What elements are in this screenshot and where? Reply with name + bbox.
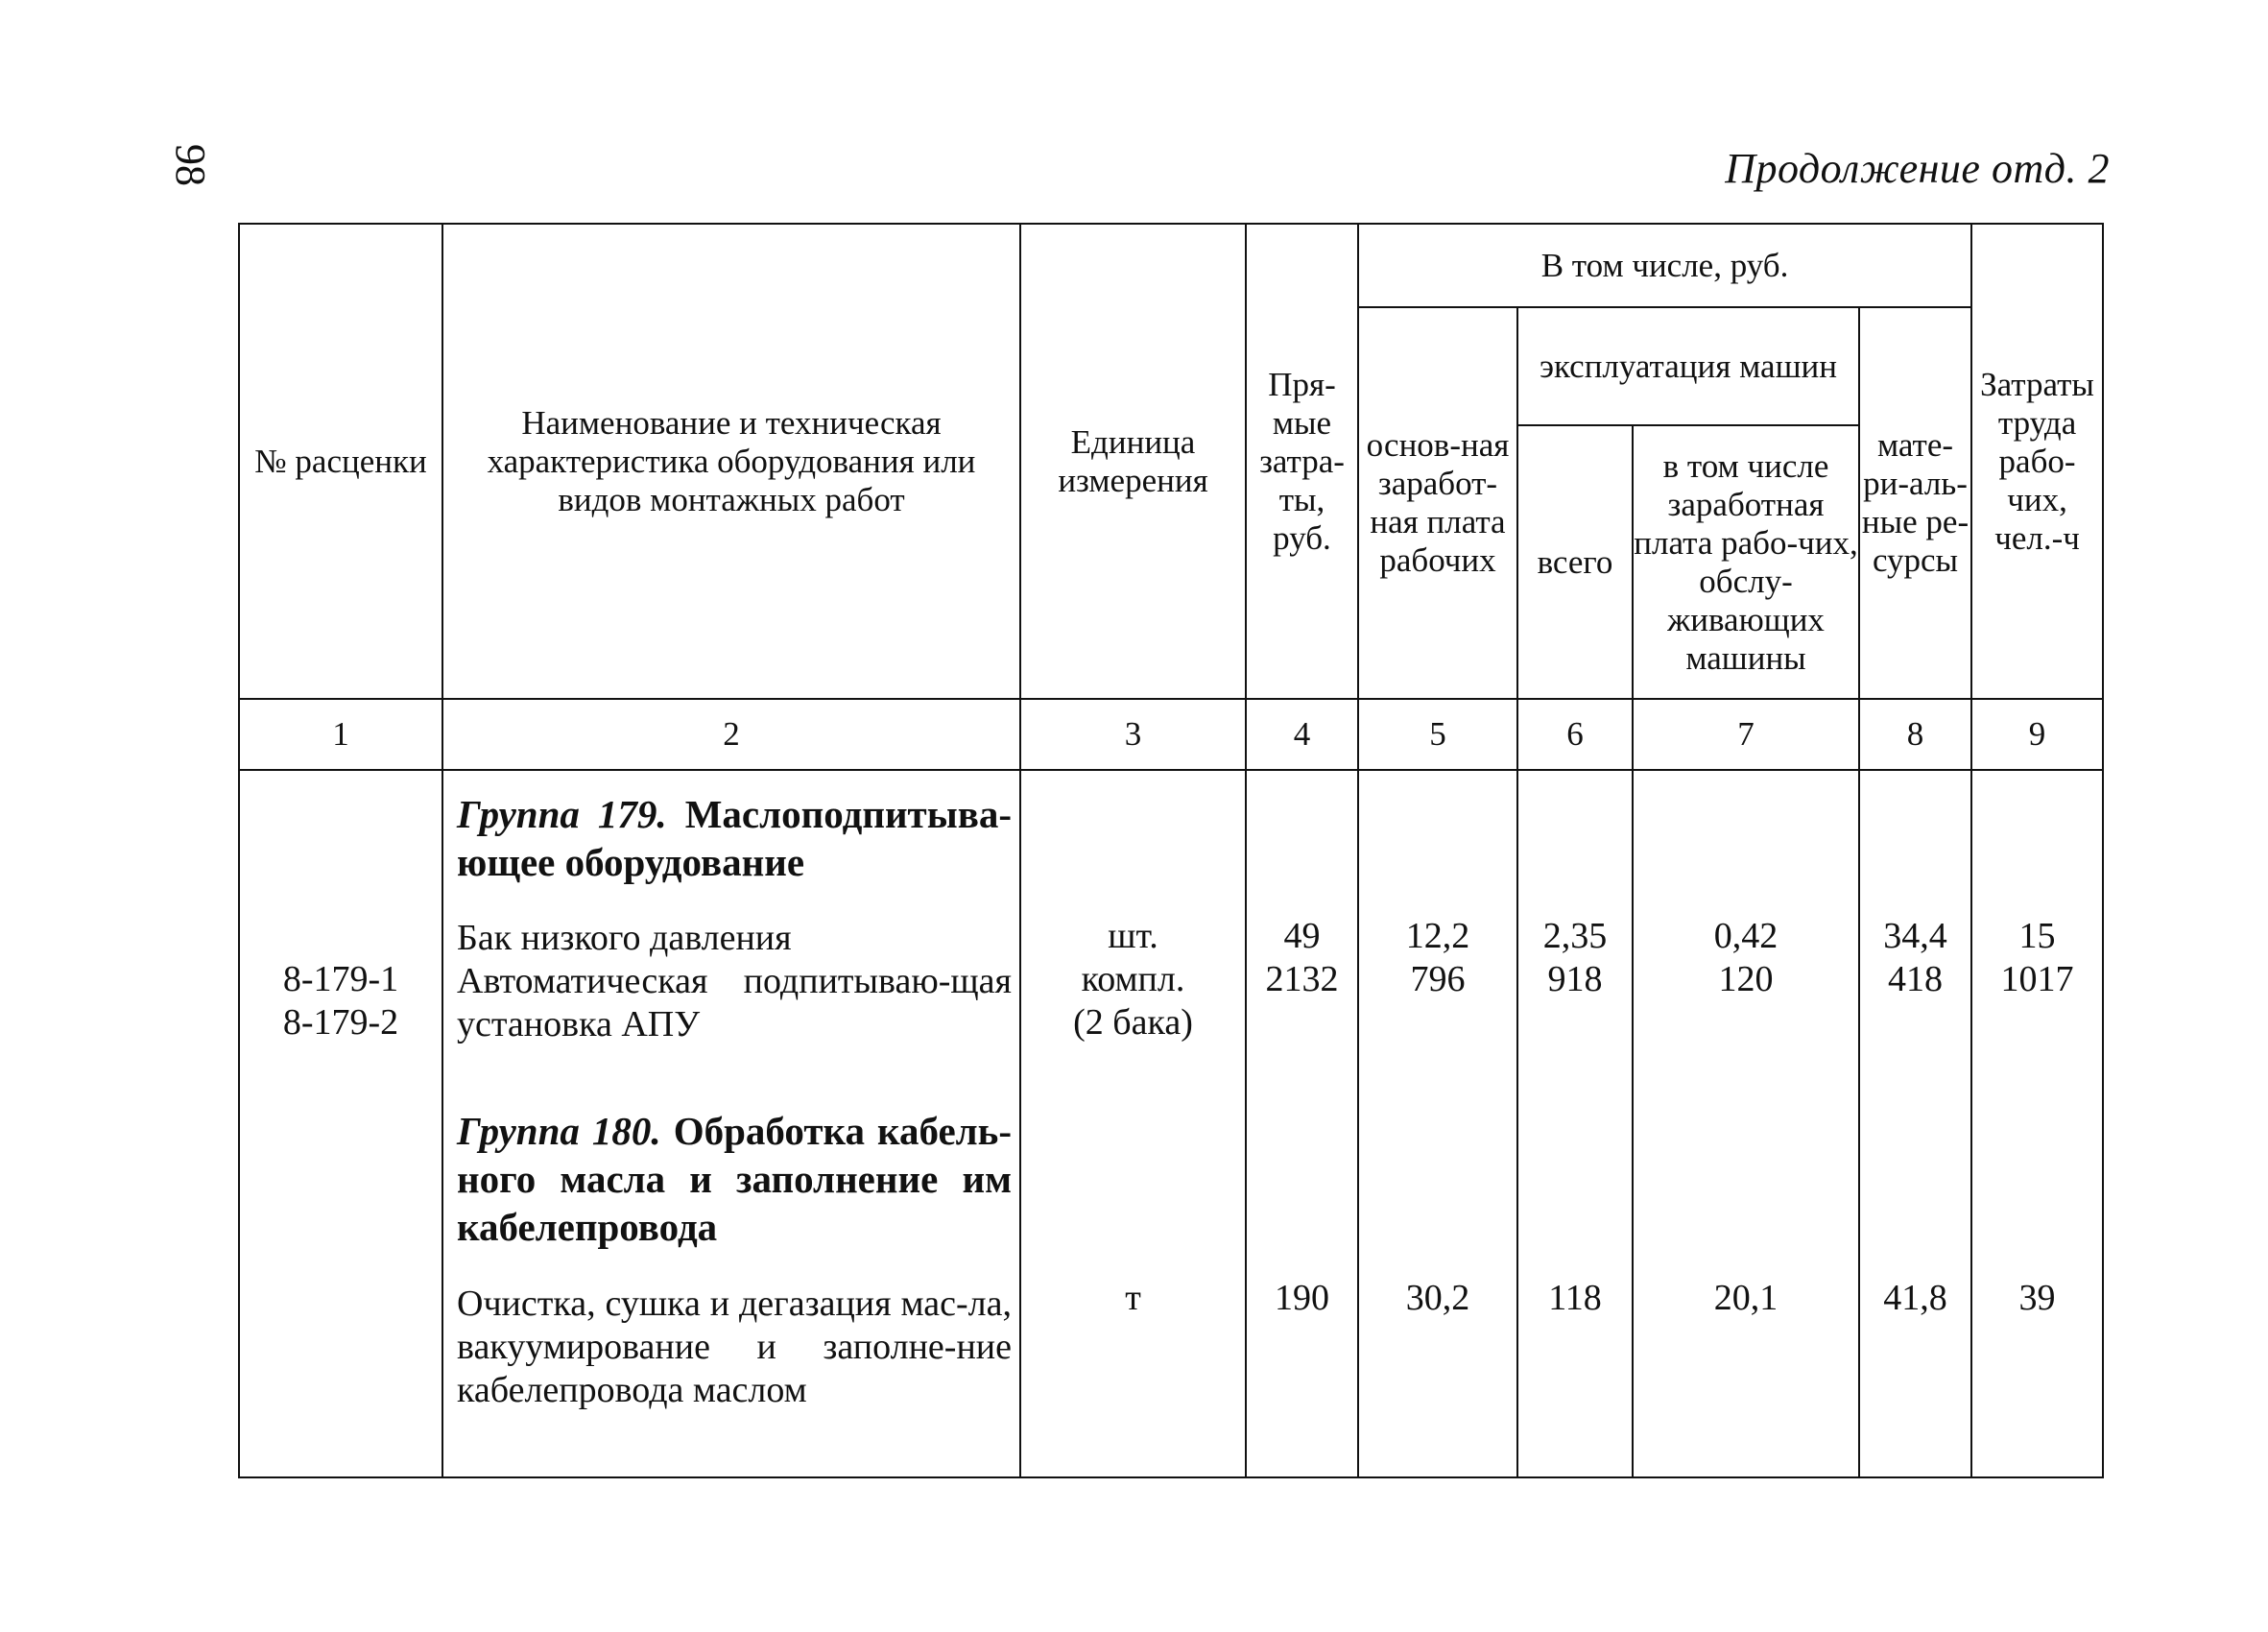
header-unit: Единица измерения (1020, 224, 1246, 699)
labor-cell (1971, 770, 2103, 1477)
group-180-heading (443, 1107, 1019, 1251)
value: 796 (1410, 959, 1466, 999)
value: 0,42 (1713, 916, 1779, 956)
col-number: 9 (1971, 699, 2103, 770)
code: 8-179-1 (282, 959, 399, 999)
item-name: Бак низкого давления (457, 918, 792, 958)
unit-note: (2 бака) (1073, 1002, 1193, 1043)
code: 8-179-2 (282, 1002, 399, 1043)
value: 2132 (1265, 959, 1339, 999)
machines-wage-cell (1633, 770, 1859, 1477)
col-number: 2 (442, 699, 1020, 770)
group-179-heading (443, 790, 1019, 886)
codes-cell (239, 770, 442, 1477)
value: 918 (1547, 959, 1603, 999)
header-name: Наименование и техническая характеристика оборудования или видов монтажных работ (442, 224, 1020, 699)
value: 20,1 (1713, 1278, 1779, 1318)
value: 34,4 (1883, 916, 1947, 956)
value: 12,2 (1405, 916, 1470, 956)
value: 2,35 (1542, 916, 1608, 956)
col-number: 4 (1246, 699, 1358, 770)
header-machines-wage: в том числе заработная плата рабо-чих, обслу-живающих машины (1633, 425, 1859, 699)
direct-costs-cell (1246, 770, 1358, 1477)
value: 49 (1283, 916, 1321, 956)
value: 418 (1888, 959, 1944, 999)
header-machines: эксплуатация машин (1517, 307, 1859, 425)
group-title: Маслоподпитыва-ющее оборудование (457, 792, 1013, 884)
header-direct-costs: Пря-мые затра-ты, руб. (1246, 224, 1358, 699)
group-label: Группа 179. (457, 792, 667, 836)
wage-cell (1358, 770, 1517, 1477)
header-wage: основ-ная заработ-ная плата рабочих (1358, 307, 1517, 699)
group-title: Обработка кабель-ного масла и заполнение им кабелепровода (457, 1109, 1012, 1249)
col-number: 6 (1517, 699, 1633, 770)
header-code: № расценки (239, 224, 442, 699)
header-machines-total: всего (1517, 425, 1633, 699)
page-number: 98 (167, 144, 214, 186)
unit: т (1125, 1278, 1141, 1318)
col-number: 1 (239, 699, 442, 770)
value: 1017 (2000, 959, 2074, 999)
unit: шт. (1108, 916, 1158, 956)
header-materials: мате-ри-аль-ные ре-сурсы (1859, 307, 1971, 699)
value: 30,2 (1405, 1278, 1470, 1318)
names-cell (442, 770, 1020, 1477)
value: 15 (2018, 916, 2056, 956)
value: 39 (2018, 1278, 2056, 1318)
materials-cell (1859, 770, 1971, 1477)
running-header: Продолжение отд. 2 (1725, 145, 2110, 192)
value: 118 (1548, 1278, 1602, 1318)
price-table (238, 223, 2104, 1478)
group-label: Группа 180. (457, 1109, 661, 1153)
machines-total-cell (1517, 770, 1633, 1477)
item-name: Автоматическая подпитываю-щая установка АПУ (457, 961, 1012, 1044)
unit: компл. (1081, 959, 1185, 999)
header-including: В том числе, руб. (1358, 224, 1971, 307)
value: 190 (1275, 1278, 1329, 1318)
value: 120 (1718, 959, 1774, 999)
units-cell (1020, 770, 1246, 1477)
value: 41,8 (1883, 1278, 1947, 1318)
col-number: 7 (1633, 699, 1859, 770)
item-name: Очистка, сушка и дегазация мас-ла, вакуумирование и заполне-ние кабелепровода маслом (457, 1284, 1012, 1410)
col-number: 5 (1358, 699, 1517, 770)
col-number: 8 (1859, 699, 1971, 770)
col-number: 3 (1020, 699, 1246, 770)
header-labor: Затраты труда рабо-чих, чел.-ч (1971, 224, 2103, 699)
